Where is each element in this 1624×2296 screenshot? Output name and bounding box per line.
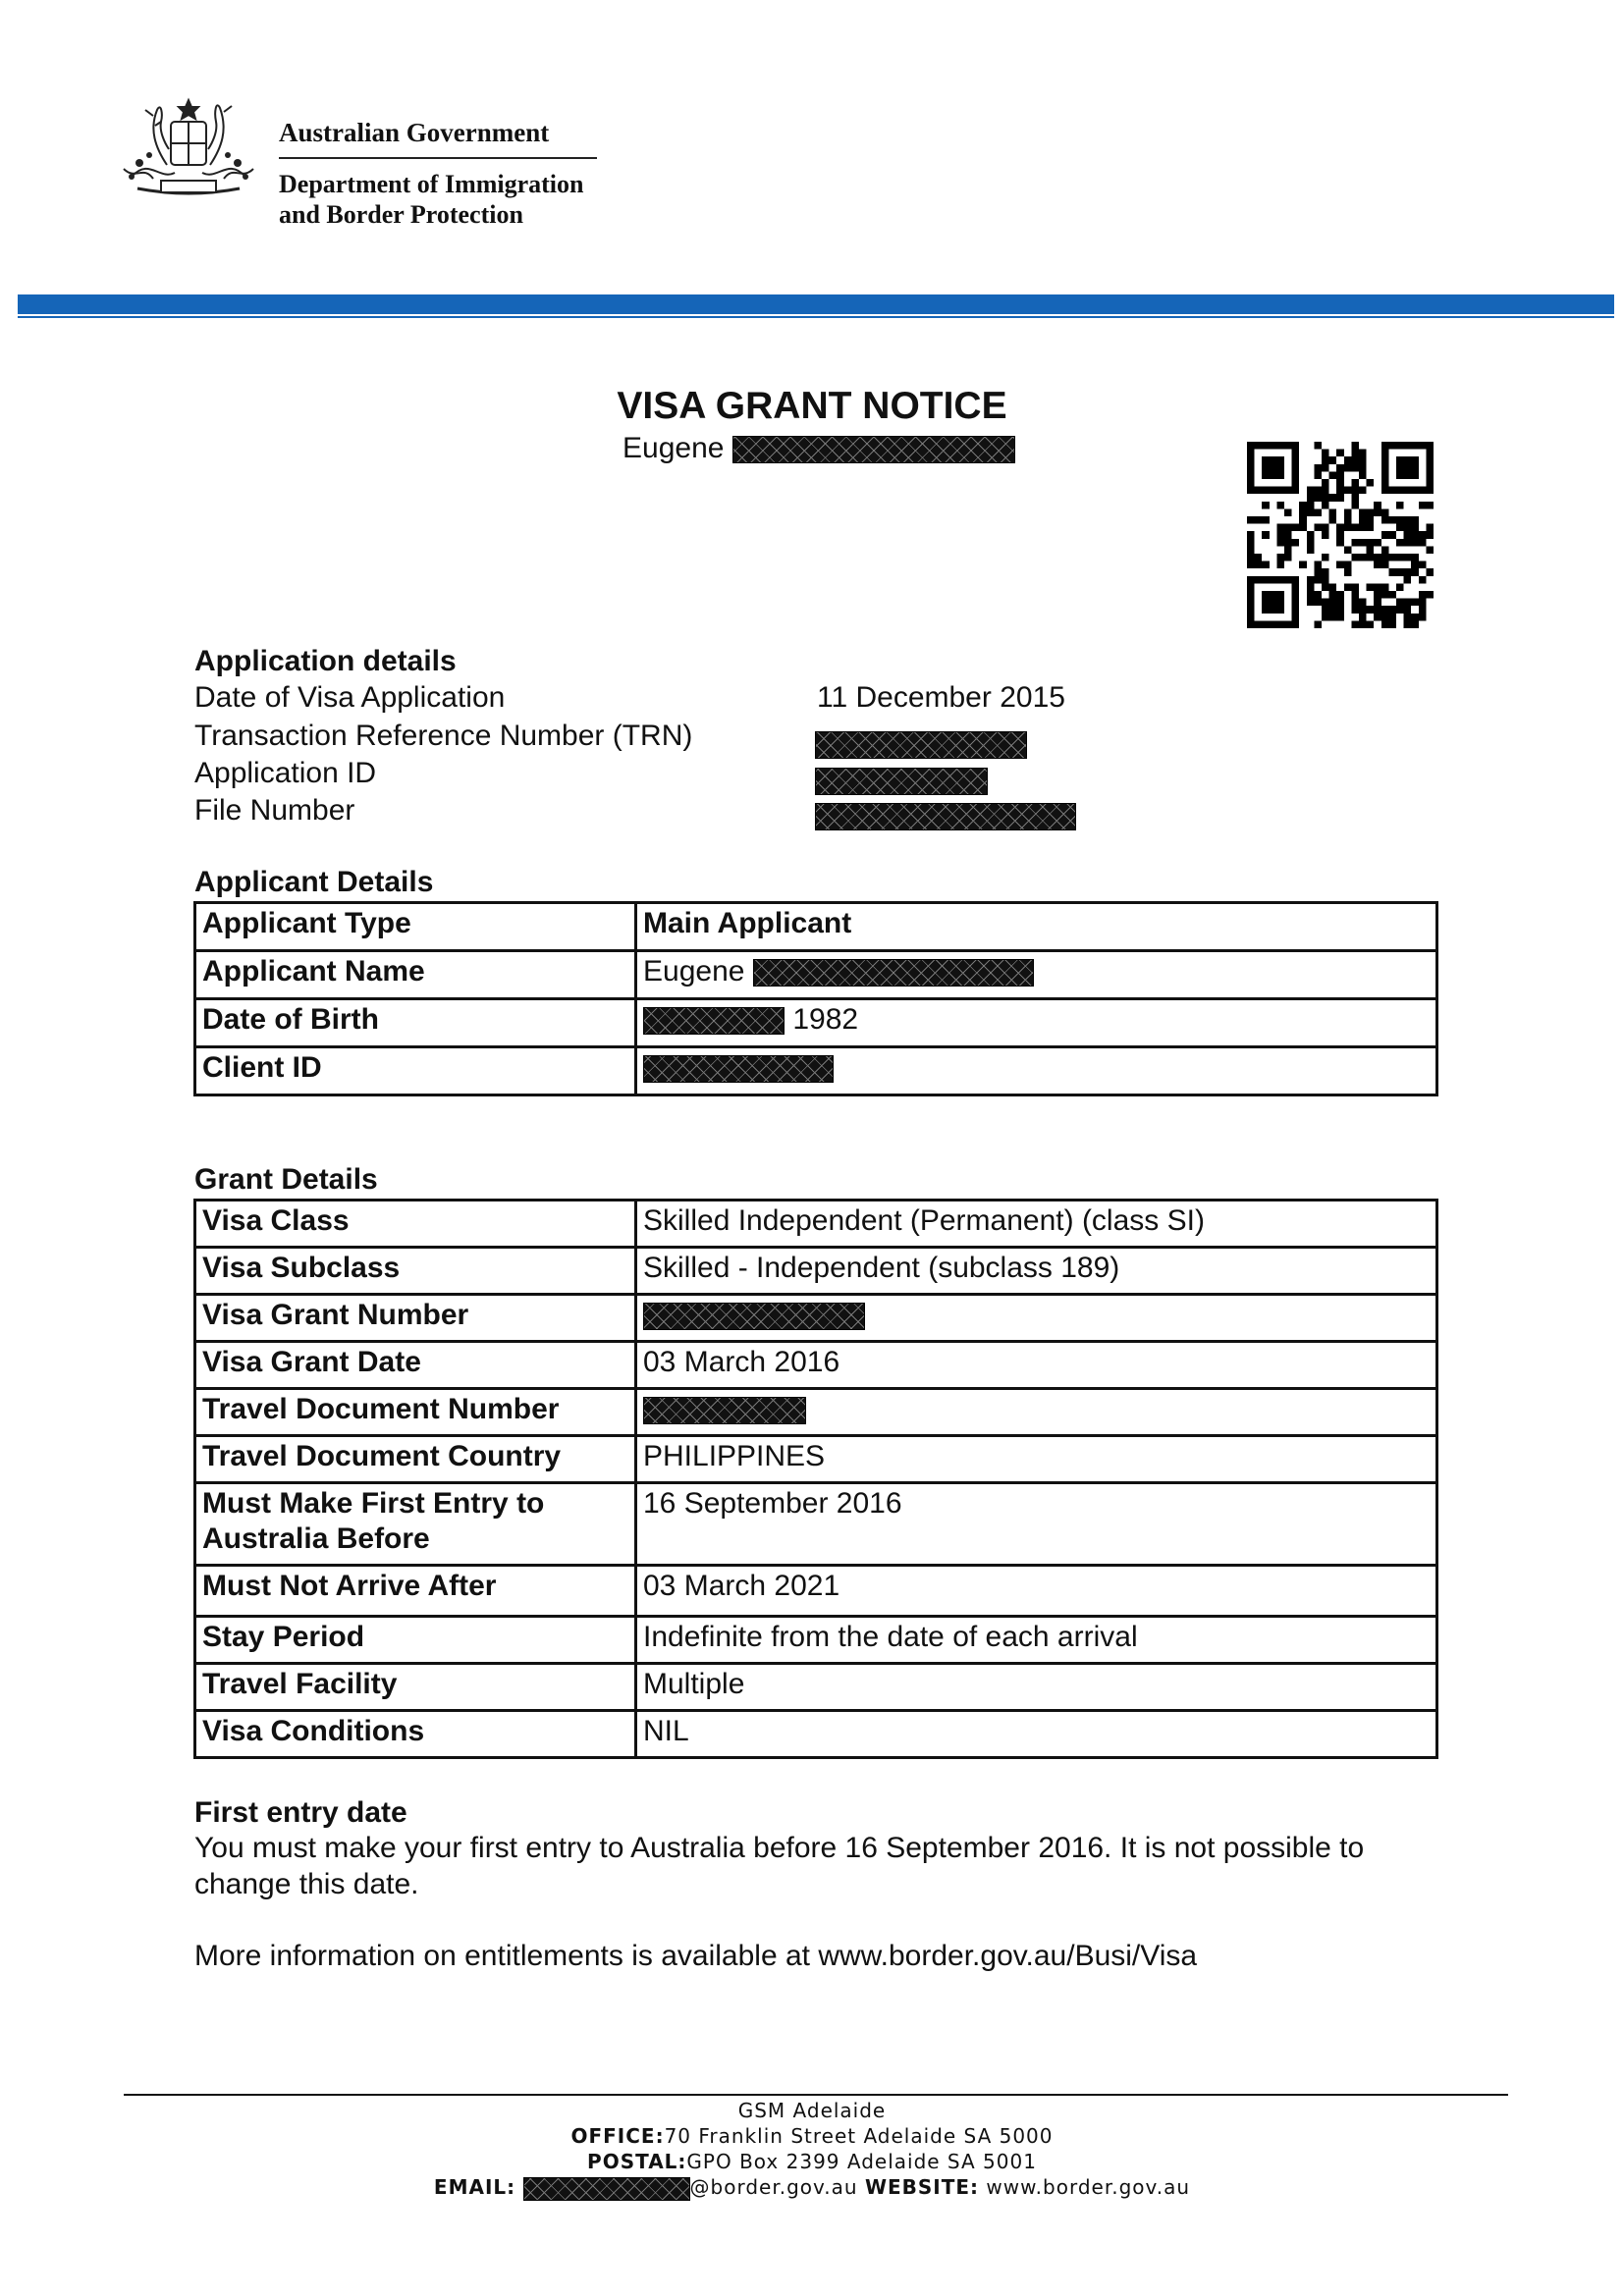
footer-office-address: 70 Franklin Street Adelaide SA 5000 — [664, 2124, 1054, 2148]
footer-postal-label: POSTAL: — [587, 2150, 687, 2173]
first-entry-text-line-2: change this date. — [194, 1868, 419, 1900]
travel-document-number-cell — [636, 1389, 1437, 1436]
visa-subclass-value: Skilled - Independent (subclass 189) — [636, 1248, 1437, 1295]
first-entry-deadline-value: 16 September 2016 — [636, 1483, 1437, 1566]
table-row — [195, 1617, 1437, 1664]
applicant-name-label: Applicant Name — [195, 951, 636, 999]
date-of-birth-label: Date of Birth — [195, 999, 636, 1047]
redacted-file-number — [815, 803, 1076, 830]
footer-email-domain: @border.gov.au — [689, 2175, 858, 2199]
redacted-trn — [815, 731, 1027, 759]
page-title: VISA GRANT NOTICE — [617, 385, 1007, 427]
date-of-birth-cell — [636, 999, 1437, 1047]
table-row — [195, 1566, 1437, 1617]
visa-conditions-label: Visa Conditions — [195, 1711, 636, 1758]
footer-office-label: OFFICE: — [570, 2124, 665, 2148]
applicant-name-cell — [636, 951, 1437, 999]
visa-grant-date-label: Visa Grant Date — [195, 1342, 636, 1389]
travel-document-country-value: PHILIPPINES — [636, 1436, 1437, 1483]
stay-period-value: Indefinite from the date of each arrival — [636, 1617, 1437, 1664]
redacted-client-id — [643, 1055, 834, 1083]
applicant-details-heading: Applicant Details — [194, 866, 434, 898]
footer-postal-line — [0, 2150, 1624, 2173]
footer-office-name: GSM Adelaide — [737, 2099, 887, 2122]
footer-website-value: www.border.gov.au — [986, 2175, 1191, 2199]
department-line-1: Department of Immigration — [279, 170, 584, 198]
first-entry-deadline-label — [195, 1483, 636, 1566]
travel-document-number-label: Travel Document Number — [195, 1389, 636, 1436]
date-of-application-label: Date of Visa Application — [194, 681, 506, 714]
date-of-birth-value: 1982 — [792, 1003, 859, 1036]
applicant-type-label: Applicant Type — [195, 903, 636, 951]
travel-facility-label: Travel Facility — [195, 1664, 636, 1711]
must-not-arrive-after-value: 03 March 2021 — [636, 1566, 1437, 1617]
recipient-name — [623, 432, 1015, 465]
footer-divider — [124, 2094, 1508, 2096]
table-row — [195, 1342, 1437, 1389]
visa-class-value: Skilled Independent (Permanent) (class SI) — [636, 1201, 1437, 1248]
applicant-type-value: Main Applicant — [636, 903, 1437, 951]
footer-website-label: WEBSITE: — [864, 2175, 980, 2199]
redacted-visa-grant-number — [643, 1303, 865, 1330]
qr-code-icon — [1247, 442, 1434, 628]
first-entry-text — [194, 1830, 1461, 1902]
visa-subclass-label: Visa Subclass — [195, 1248, 636, 1295]
redacted-email-user — [523, 2177, 690, 2201]
footer-office-line — [0, 2124, 1624, 2148]
table-row — [195, 1389, 1437, 1436]
table-row — [195, 1047, 1437, 1095]
travel-facility-value: Multiple — [636, 1664, 1437, 1711]
applicant-name-value: Eugene — [643, 955, 745, 988]
recipient-first-name: Eugene — [623, 432, 725, 464]
applicant-details-table — [193, 901, 1438, 1096]
first-entry-deadline-label-line-2: Australia Before — [202, 1522, 430, 1555]
date-of-application-value: 11 December 2015 — [817, 681, 1065, 714]
table-row — [195, 1436, 1437, 1483]
must-not-arrive-after-label: Must Not Arrive After — [195, 1566, 636, 1617]
application-id-label: Application ID — [194, 757, 377, 789]
redacted-surname — [732, 436, 1015, 463]
visa-grant-number-cell — [636, 1295, 1437, 1342]
file-number-label: File Number — [194, 794, 355, 827]
table-row — [195, 1664, 1437, 1711]
table-row — [195, 1248, 1437, 1295]
grant-details-table — [193, 1199, 1438, 1759]
government-name: Australian Government — [279, 118, 550, 147]
footer-postal-address: GPO Box 2399 Adelaide SA 5001 — [686, 2150, 1037, 2173]
travel-document-country-label: Travel Document Country — [195, 1436, 636, 1483]
visa-grant-number-label: Visa Grant Number — [195, 1295, 636, 1342]
grant-details-heading: Grant Details — [194, 1163, 378, 1196]
department-line-2: and Border Protection — [279, 200, 523, 229]
trn-label: Transaction Reference Number (TRN) — [194, 720, 693, 752]
more-info-text: More information on entitlements is available at www.border.gov.au/Busi/Visa — [194, 1940, 1198, 1972]
table-row — [195, 1201, 1437, 1248]
table-row — [195, 999, 1437, 1047]
first-entry-text-line-1: You must make your first entry to Australia before 16 September 2016. It is not possible to — [194, 1832, 1365, 1864]
first-entry-deadline-label-line-1: Must Make First Entry to — [202, 1487, 545, 1520]
coat-of-arms-logo — [110, 86, 267, 202]
redacted-travel-document-number — [643, 1397, 806, 1424]
header-divider — [279, 157, 597, 159]
visa-conditions-value: NIL — [636, 1711, 1437, 1758]
redacted-applicant-surname — [753, 959, 1034, 987]
footer-contact-line — [0, 2175, 1624, 2201]
table-row — [195, 1295, 1437, 1342]
table-row — [195, 1483, 1437, 1566]
client-id-cell — [636, 1047, 1437, 1095]
department-name — [279, 169, 584, 230]
table-row — [195, 903, 1437, 951]
header-blue-bar — [18, 294, 1614, 314]
table-row — [195, 951, 1437, 999]
footer-email-label: EMAIL: — [433, 2175, 516, 2199]
visa-grant-date-value: 03 March 2016 — [636, 1342, 1437, 1389]
visa-class-label: Visa Class — [195, 1201, 636, 1248]
first-entry-heading: First entry date — [194, 1796, 407, 1829]
client-id-label: Client ID — [195, 1047, 636, 1095]
table-row — [195, 1711, 1437, 1758]
stay-period-label: Stay Period — [195, 1617, 636, 1664]
application-details-heading: Application details — [194, 645, 457, 677]
redacted-application-id — [815, 768, 988, 795]
redacted-birth-day-month — [643, 1007, 785, 1035]
